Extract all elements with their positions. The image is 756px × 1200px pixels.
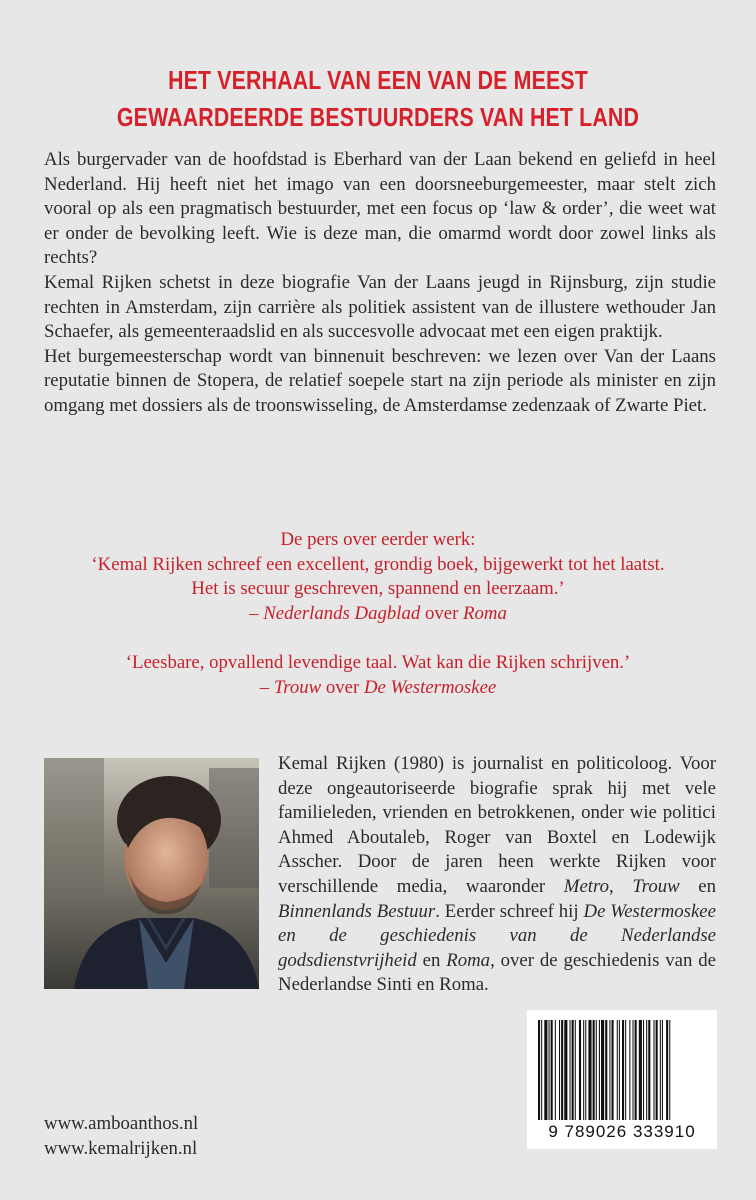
- barcode-bar: [617, 1020, 618, 1120]
- barcode-bar: [639, 1020, 642, 1120]
- barcode-bar: [561, 1020, 563, 1120]
- bio-segment: en: [679, 875, 716, 897]
- bio-book-westermoskee: De Westermoskee en de geschiedenis van de Nederlandse godsdienstvrijheid: [278, 900, 716, 971]
- barcode-bar: [669, 1020, 670, 1120]
- attribution-source: Trouw: [273, 676, 322, 698]
- barcode-bar: [662, 1020, 663, 1120]
- author-portrait-illustration: [44, 758, 259, 989]
- attribution-source: Nederlands Dagblad: [263, 602, 421, 624]
- author-photo: [44, 758, 259, 989]
- barcode-bar: [585, 1020, 586, 1120]
- isbn-barcode: [527, 1010, 717, 1149]
- barcode-bar: [544, 1020, 547, 1120]
- press-quote-1-line-2: Het is secuur geschreven, spannend en leerzaam.’: [191, 578, 565, 600]
- barcode-bar: [564, 1020, 567, 1120]
- headline: [0, 62, 756, 136]
- press-intro: De pers over eerder werk:: [280, 529, 476, 550]
- barcode-bar: [619, 1020, 620, 1120]
- bio-segment: . Eerder schreef hij: [435, 900, 584, 922]
- attribution-dash: –: [259, 676, 274, 698]
- website-links: [44, 1111, 198, 1161]
- press-attribution-2: [0, 676, 756, 701]
- barcode-bar: [648, 1020, 650, 1120]
- barcode-bar: [579, 1020, 581, 1120]
- author-bio-text: [278, 752, 716, 998]
- barcode-bars: [538, 1020, 706, 1120]
- attribution-over: over: [321, 676, 364, 698]
- publisher-url[interactable]: www.amboanthos.nl: [44, 1113, 199, 1134]
- barcode-bar: [656, 1020, 658, 1120]
- isbn-number: 9 789026 333910: [548, 1122, 696, 1141]
- bio-media-trouw: Trouw: [632, 875, 680, 897]
- author-bio: [278, 752, 716, 998]
- attribution-dash: –: [249, 602, 264, 624]
- attribution-title: De Westermoskee: [363, 676, 497, 698]
- barcode-bar: [622, 1020, 624, 1120]
- press-attribution-1: [0, 602, 756, 627]
- barcode-bar: [588, 1020, 591, 1120]
- barcode-bar: [612, 1020, 614, 1120]
- press-quote-2: ‘Leesbare, opvallend levendige taal. Wat kan die Rijken schrijven.’: [125, 651, 631, 673]
- attribution-over: over: [420, 602, 464, 624]
- barcode-bar: [551, 1020, 553, 1120]
- bio-book-roma: Roma: [446, 949, 491, 971]
- barcode-bar: [593, 1020, 595, 1120]
- barcode-bar: [635, 1020, 637, 1120]
- bio-segment: , over de geschiedenis van de Nederlandse Sinti en Roma.: [278, 949, 716, 996]
- barcode-bar: [538, 1020, 540, 1120]
- barcode-bar: [559, 1020, 560, 1120]
- author-url[interactable]: www.kemalrijken.nl: [44, 1138, 198, 1159]
- bio-segment: en: [416, 949, 447, 971]
- barcode-bar: [646, 1020, 647, 1120]
- headline-line-2: GEWAARDEERDE BESTUURDERS VAN HET LAND: [116, 102, 640, 132]
- barcode-bar: [549, 1020, 550, 1120]
- bio-media-metro: Metro: [563, 875, 609, 897]
- press-quotes: [0, 528, 756, 700]
- blurb-paragraph-2: Kemal Rijken schetst in deze biografie Van der Laans jeugd in Rijnsburg, zijn studie rechten in Amsterdam, zijn carrière als politiek assistent van de illustere wethouder Jan Schaefer, als gemeenteraadslid en als succesvolle advocaat met een eigen praktijk.: [44, 271, 716, 343]
- barcode-bar: [583, 1020, 584, 1120]
- press-quote-1-line-1: ‘Kemal Rijken schreef een excellent, grondig boek, bijgewerkt tot het laatst.: [91, 553, 665, 575]
- barcode-bar: [570, 1020, 571, 1120]
- attribution-title: Roma: [463, 602, 507, 624]
- blurb-paragraph-1: Als burgervader van de hoofdstad is Eberhard van der Laan bekend en geliefd in heel Nederland. Hij heeft niet het imago van een doorsneeburgemeester, maar stelt zich vooral op als een pragmatisch bestuurder, met een focus op ‘law & order’, die weet wat er onder de bevolking leeft. Wie is deze man, die omarmd wordt door zowel links als rechts?: [44, 149, 716, 269]
- bio-segment: ,: [609, 875, 633, 897]
- barcode-bar: [605, 1020, 607, 1120]
- barcode-bar: [555, 1020, 556, 1120]
- barcode-bar: [666, 1020, 668, 1120]
- barcode-bar: [660, 1020, 661, 1120]
- barcode-bar: [572, 1020, 574, 1120]
- headline-line-1: HET VERHAAL VAN EEN VAN DE MEEST: [168, 65, 588, 95]
- barcode-bar: [601, 1020, 604, 1120]
- barcode-bar: [629, 1020, 630, 1120]
- bio-media-binnenlands-bestuur: Binnenlands Bestuur: [278, 900, 436, 922]
- barcode-bar: [596, 1020, 597, 1120]
- barcode-bar: [609, 1020, 610, 1120]
- blurb-paragraph-3: Het burgemeesterschap wordt van binnenuit beschreven: we lezen over Van der Laans reputatie binnen de Stopera, de relatief soepele start na zijn periode als minister en zijn omgang met dossiers als de troonswisseling, de Amsterdamse zedenzaak of Zwarte Piet.: [44, 345, 716, 416]
- barcode-bar: [654, 1020, 655, 1120]
- blurb: [44, 148, 716, 419]
- barcode-bar: [633, 1020, 634, 1120]
- barcode-bar: [541, 1020, 542, 1120]
- barcode-bar: [575, 1020, 576, 1120]
- barcode-bar: [643, 1020, 644, 1120]
- barcode-bar: [625, 1020, 626, 1120]
- bio-segment: Kemal Rijken (1980) is journalist en politicoloog. Voor deze ongeautoriseerde biografie sprak hij met vele familieleden, vrienden en betrokkenen, onder wie politici Ahmed Aboutaleb, Roger van Boxtel en Lodewijk Asscher. Door de jaren heen werkte Rijken voor verschillende media, waaronder: [278, 753, 716, 897]
- barcode-bar: [599, 1020, 600, 1120]
